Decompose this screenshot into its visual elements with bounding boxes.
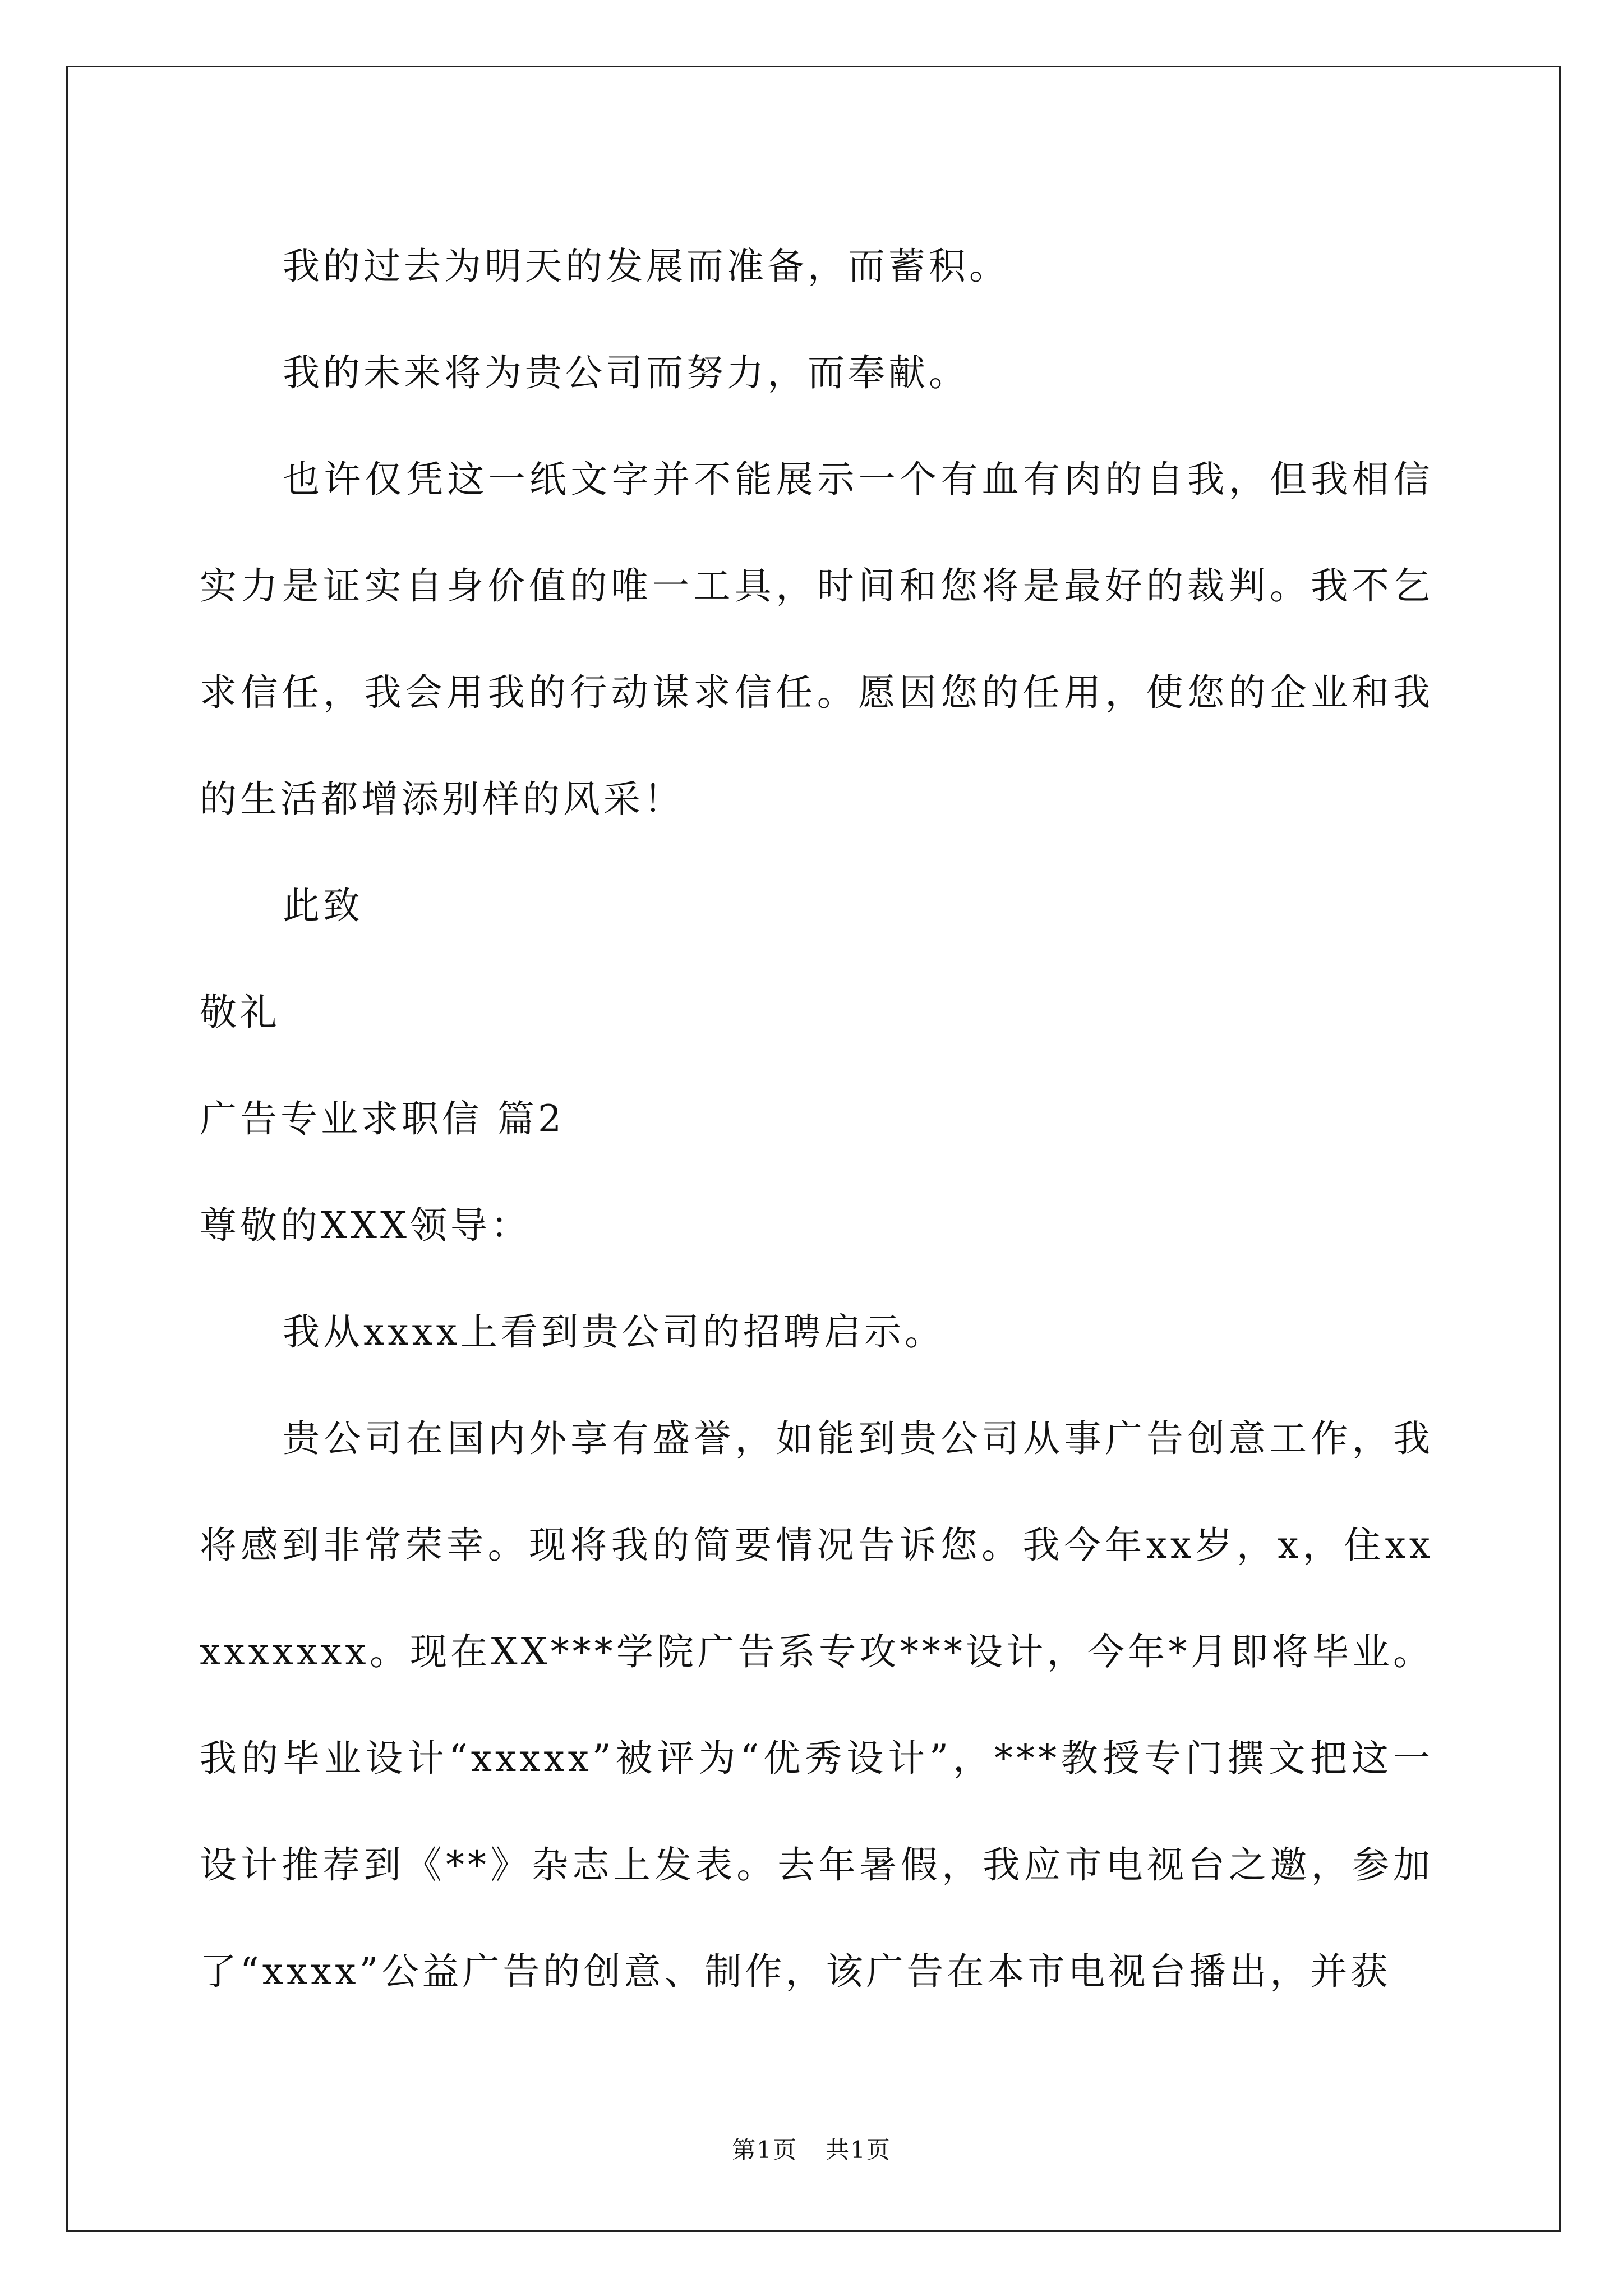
letter-greeting: 尊敬的XXX领导： (200, 1204, 531, 1247)
paragraph-closing-statement: 也许仅凭这一纸文字并不能展示一个有血有肉的自我，但我相信实力是证实自身价值的唯一工具，时间和您将是最好的裁判。我不乞求信任，我会用我的行动谋求信任。愿因您的任用，使您的企业和我的生活都增添别样的风采！ (200, 458, 1433, 821)
salutation-cizhi: 此致 (283, 884, 363, 927)
page-number: 第1页 (732, 2136, 797, 2164)
page-total: 共1页 (826, 2136, 891, 2164)
paragraph-future: 我的未来将为贵公司而努力，而奉献。 (283, 351, 969, 394)
section-heading: 广告专业求职信 篇2 (200, 1097, 565, 1140)
paragraph-introduction: 贵公司在国内外享有盛誉，如能到贵公司从事广告创意工作，我将感到非常荣幸。现将我的简要情况告诉您。我今年xx岁，x，住xxxxxxxxx。现在XX***学院广告系专攻***设计，今年*月即将毕业。我的毕业设计“xxxxx”被评为“优秀设计”，***教授专门撰文把这一设计推荐到《**》杂志上发表。去年暑假，我应市电视台之邀，参加了“xxxx”公益广告的创意、制作，该广告在本市电视台播出，并获 (200, 1417, 1433, 1993)
document-body (200, 213, 1433, 2025)
salutation-jingli: 敬礼 (200, 991, 280, 1034)
page-footer (0, 2132, 1623, 2165)
paragraph-source: 我从xxxx上看到贵公司的招聘启示。 (283, 1310, 945, 1354)
paragraph-past: 我的过去为明天的发展而准备，而蓄积。 (283, 245, 1009, 288)
